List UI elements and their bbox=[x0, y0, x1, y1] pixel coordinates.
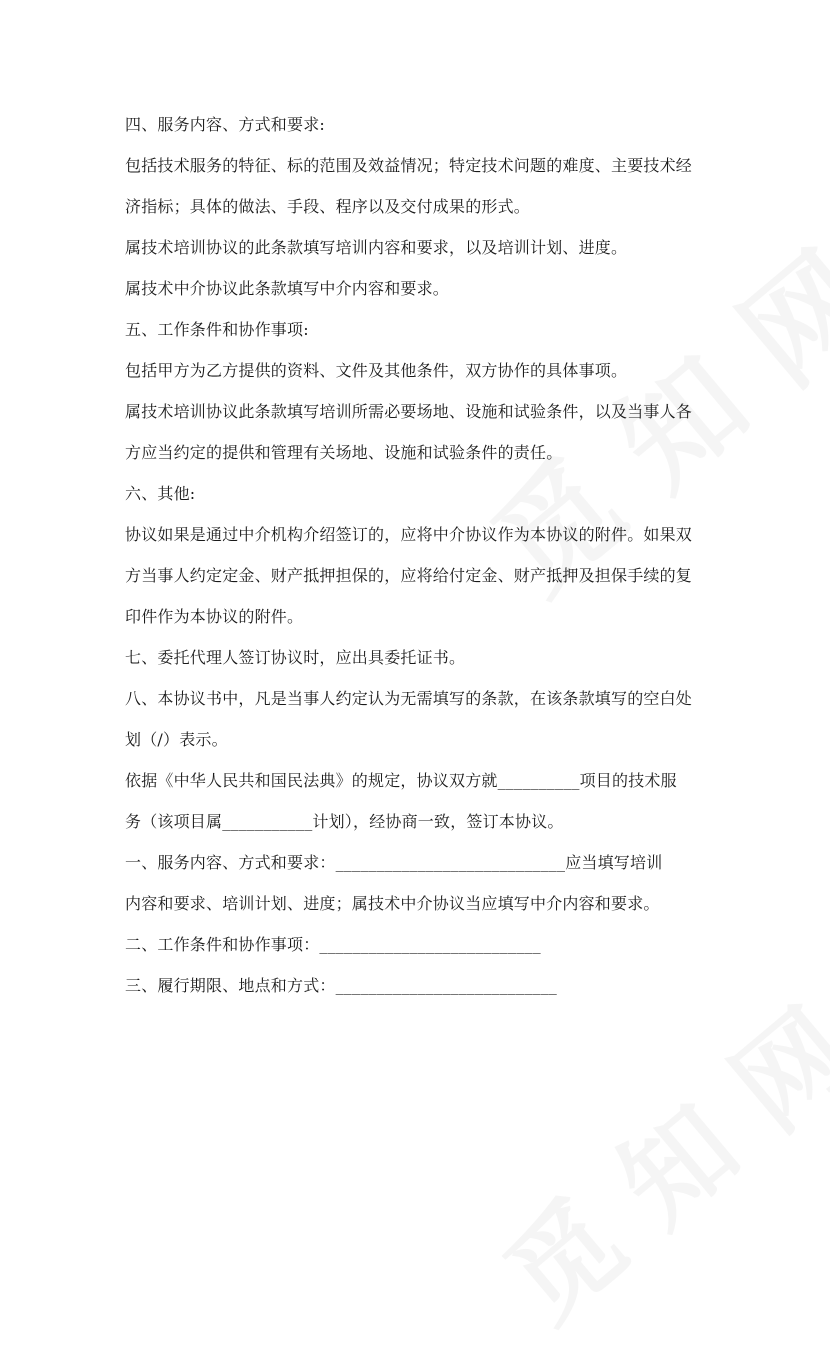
agreement-intro-line: 务（该项目属___________计划），经协商一致，签订本协议。 bbox=[125, 812, 564, 831]
agreement-intro-line: 依据《中华人民共和国民法典》的规定，协议双方就__________项目的技术服 bbox=[125, 771, 677, 790]
clause-2-line: 二、工作条件和协作事项：___________________________ bbox=[125, 935, 541, 954]
paragraph-line: 属技术培训协议此条款填写培训所需必要场地、设施和试验条件，以及当事人各 bbox=[125, 402, 693, 421]
paragraph-line: 协议如果是通过中介机构介绍签订的，应将中介协议作为本协议的附件。如果双 bbox=[125, 525, 693, 544]
clause-3-line: 三、履行期限、地点和方式：___________________________ bbox=[125, 976, 558, 995]
paragraph-line: 划（/）表示。 bbox=[125, 730, 228, 749]
paragraph-line: 方当事人约定定金、财产抵押担保的，应将给付定金、财产抵押及担保手续的复 bbox=[125, 566, 693, 585]
paragraph-line: 方应当约定的提供和管理有关场地、设施和试验条件的责任。 bbox=[125, 443, 563, 462]
paragraph-line: 济指标；具体的做法、手段、程序以及交付成果的形式。 bbox=[125, 197, 531, 216]
paragraph-line: 属技术培训协议的此条款填写培训内容和要求，以及培训计划、进度。 bbox=[125, 238, 628, 257]
section-heading-6: 六、其他: bbox=[125, 484, 196, 503]
document-body bbox=[125, 104, 725, 1006]
section-heading-4: 四、服务内容、方式和要求: bbox=[125, 115, 325, 134]
section-heading-7: 七、委托代理人签订协议时，应出具委托证书。 bbox=[125, 648, 466, 667]
section-heading-8: 八、本协议书中，凡是当事人约定认为无需填写的条款，在该条款填写的空白处 bbox=[125, 689, 693, 708]
clause-1-line: 内容和要求、培训计划、进度；属技术中介协议当应填写中介内容和要求。 bbox=[125, 894, 660, 913]
paragraph-line: 属技术中介协议此条款填写中介内容和要求。 bbox=[125, 279, 450, 298]
watermark bbox=[467, 968, 830, 1350]
clause-1-line: 一、服务内容、方式和要求：____________________________应当填写培训 bbox=[125, 853, 663, 872]
paragraph-line: 印件作为本协议的附件。 bbox=[125, 607, 304, 626]
paragraph-line: 包括技术服务的特征、标的范围及效益情况；特定技术问题的难度、主要技术经 bbox=[125, 156, 693, 175]
section-heading-5: 五、工作条件和协作事项: bbox=[125, 320, 309, 339]
paragraph-line: 包括甲方为乙方提供的资料、文件及其他条件，双方协作的具体事项。 bbox=[125, 361, 628, 380]
